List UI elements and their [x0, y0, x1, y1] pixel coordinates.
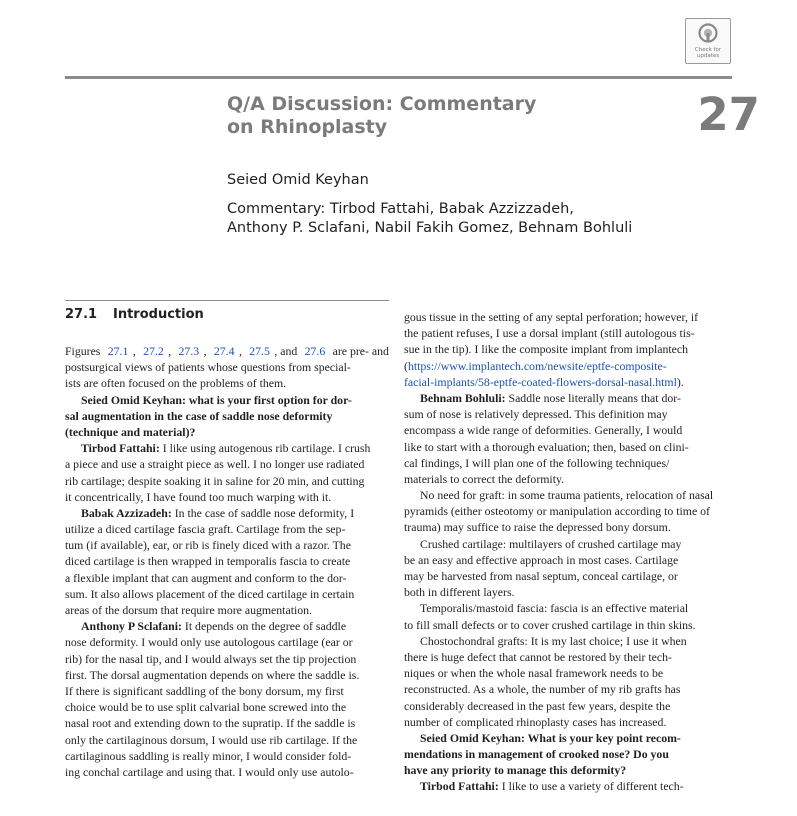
paragraph-line: [65, 359, 389, 375]
answer-line: [404, 503, 728, 519]
speaker-name: Behnam Bohluli:: [420, 390, 506, 405]
answer-line: [65, 586, 389, 602]
text: cartilaginous saddling is really minor, I would consider fold-: [65, 748, 352, 763]
answer-line: [65, 537, 389, 553]
answer-line: [65, 748, 389, 764]
answer-line: [65, 570, 389, 586]
implantech-link[interactable]: https://www.implantech.com/newsite/eptfe-composite-: [407, 358, 667, 373]
answer-line: [404, 309, 728, 325]
figure-link[interactable]: 27.3: [178, 344, 200, 358]
answer-line: [404, 519, 728, 535]
figure-link[interactable]: 27.2: [143, 344, 164, 358]
answer-line: [404, 390, 728, 406]
chapter-author: Seied Omid Keyhan: [227, 172, 369, 188]
text: materials to correct the deformity.: [404, 471, 565, 486]
text: like to start with a thorough evaluation; then, based on clini-: [404, 439, 689, 454]
text: Seied Omid Keyhan: what is your first option for dor-: [81, 392, 352, 407]
answer-line: [65, 440, 389, 456]
answer-line: [404, 778, 728, 794]
text: only the cartilaginous dorsum, I would use rib cartilage. If the: [65, 732, 358, 747]
answer-line: [404, 374, 728, 390]
header-rule: [65, 76, 732, 79]
chapter-title-line1: Q/A Discussion: Commentary: [227, 93, 537, 115]
answer-line: [404, 439, 728, 455]
text: first. The dorsal augmentation depends on where the saddle is.: [65, 667, 360, 682]
text: sue in the tip). I like the composite implant from implantech: [404, 342, 689, 357]
answer-line: [404, 584, 728, 600]
question-line: [404, 746, 728, 762]
left-column: [65, 343, 389, 780]
speaker-name: Babak Azzizadeh:: [81, 505, 172, 520]
text: there is huge defect that cannot be restored by their tech-: [404, 649, 672, 664]
text: a piece and use a straight piece as well. I no longer use radiated: [65, 457, 365, 472]
speaker-name: Anthony P Sclafani:: [81, 619, 182, 634]
question-line: [65, 392, 389, 408]
text: I like using autogenous rib cartilage. I crush: [159, 441, 371, 456]
paragraph-line: [65, 343, 389, 359]
answer-line: [404, 325, 728, 341]
section-number: 27.1: [65, 307, 98, 322]
text: ists are often focused on the problems of them.: [65, 376, 287, 391]
text: cal findings, I will plan one of the following techniques/: [404, 455, 670, 470]
figure-link[interactable]: 27.1: [107, 344, 129, 358]
speaker-name: Tirbod Fattahi:: [420, 779, 499, 794]
answer-line: [65, 602, 389, 618]
text: In the case of saddle nose deformity, I: [171, 505, 355, 520]
answer-line: [404, 617, 728, 633]
text: the patient refuses, I use a dorsal implant (still autologous tis-: [404, 326, 695, 341]
text: If there is significant saddling of the bony dorsum, my first: [65, 683, 344, 698]
answer-line: [65, 553, 389, 569]
check-for-updates-badge[interactable]: [685, 18, 731, 64]
question-line: [65, 408, 389, 424]
answer-line: [404, 681, 728, 697]
answer-line: [404, 665, 728, 681]
answer-line: [404, 714, 728, 730]
figure-link[interactable]: 27.6: [304, 344, 326, 358]
text: rib cartilage; despite soaking it in saline for 20 min, and cutting: [65, 473, 365, 488]
answer-line: [65, 715, 389, 731]
text: ,: [132, 344, 139, 358]
text: sum of nose is relatively depressed. This definition may: [404, 407, 668, 422]
text: be an easy and effective approach in most cases. Cartilage: [404, 552, 679, 567]
answer-line: [404, 600, 728, 616]
answer-line: [65, 521, 389, 537]
answer-line: [65, 651, 389, 667]
answer-line: [404, 487, 728, 503]
answer-line: [404, 698, 728, 714]
text: to fill small defects or to cover crushed cartilage in thin skins.: [404, 617, 696, 632]
answer-line: [65, 473, 389, 489]
text: areas of the dorsum that require more augmentation.: [65, 603, 312, 617]
text: Chostochondral grafts: It is my last choice; I use it when: [420, 633, 687, 648]
text: I like to use a variety of different tech-: [498, 779, 684, 794]
answer-line: [65, 764, 389, 780]
text: it concentrically, I have found too much warping with it.: [65, 489, 332, 504]
text: tum (if available), ear, or rib is finely diced with a razor. The: [65, 538, 351, 553]
answer-line: [65, 618, 389, 634]
answer-line: [65, 667, 389, 683]
right-column: [404, 309, 728, 795]
badge-line2: updates: [696, 53, 720, 59]
commentary-line2: Anthony P. Sclafani, Nabil Fakih Gomez, Behnam Bohluli: [227, 220, 633, 236]
text: Temporalis/mastoid fascia: fascia is an effective material: [420, 601, 689, 616]
text: Figures: [65, 344, 104, 358]
text: nose deformity. I would only use autologous cartilage (ear or: [65, 635, 353, 650]
answer-line: [404, 422, 728, 438]
text: ,: [238, 344, 245, 358]
chapter-title-line2: on Rhinoplasty: [227, 116, 388, 138]
text: pyramids (either osteotomy or manipulation according to time of: [404, 504, 710, 519]
question-line: [65, 424, 389, 440]
text: considerably decreased in the past few years, despite the: [404, 698, 671, 713]
text: choice would be to use split calvarial bone screwed into the: [65, 700, 347, 715]
answer-line: [404, 471, 728, 487]
text: may be harvested from nasal septum, conceal cartilage, or: [404, 569, 678, 583]
text: utilize a diced cartilage fascia graft. Cartilage from the sep-: [65, 522, 346, 537]
section-title: Introduction: [113, 307, 204, 322]
badge-line1: Check for: [694, 47, 722, 53]
text: ,: [168, 344, 175, 358]
text: encompass a wide range of deformities. Generally, I would: [404, 423, 683, 438]
text: Saddle nose literally means that dor-: [505, 390, 681, 405]
answer-line: [65, 456, 389, 472]
text: postsurgical views of patients whose questions from special-: [65, 360, 351, 375]
commentary-authors: [227, 200, 632, 238]
figure-link[interactable]: 27.4: [213, 344, 235, 358]
paragraph-line: [65, 375, 389, 391]
answer-line: [65, 699, 389, 715]
chapter-number: 27: [697, 88, 760, 141]
text: It depends on the degree of saddle: [181, 619, 347, 634]
text: both in different layers.: [404, 585, 515, 600]
answer-line: [404, 568, 728, 584]
answer-line: [65, 732, 389, 748]
chapter-title: [227, 93, 587, 139]
text: a flexible implant that can augment and conform to the dor-: [65, 570, 347, 585]
text: number of complicated rhinoplasty cases has increased.: [404, 714, 667, 729]
text: sum. It also allows placement of the diced cartilage in certain: [65, 586, 355, 601]
question-line: [404, 730, 728, 746]
text: ,: [203, 344, 210, 358]
question-line: [404, 762, 728, 778]
answer-line: [404, 649, 728, 665]
text: reconstructed. As a whole, the number of my rib grafts has: [404, 682, 681, 697]
text: rib) for the nasal tip, and I would always set the tip projection: [65, 651, 357, 666]
speaker-name: Tirbod Fattahi:: [81, 441, 160, 456]
text: (: [404, 358, 408, 373]
answer-line: [404, 455, 728, 471]
answer-line: [65, 489, 389, 505]
answer-line: [404, 358, 728, 374]
crossmark-icon: [698, 23, 718, 43]
answer-line: [404, 536, 728, 552]
answer-line: [65, 505, 389, 521]
text: trauma) may suffice to raise the depressed bony dorsum.: [404, 520, 671, 535]
text: have any priority to manage this deformity?: [404, 763, 627, 778]
text: nasal root and extending down to the supratip. If the saddle is: [65, 716, 356, 731]
text: are pre- and: [329, 344, 389, 358]
text: mendations in management of crooked nose? Do you: [404, 747, 669, 762]
text: sal augmentation in the case of saddle nose deformity: [65, 408, 333, 423]
answer-line: [404, 633, 728, 649]
answer-line: [404, 406, 728, 422]
text: gous tissue in the setting of any septal perforation; however, if: [404, 310, 699, 324]
text: niques or when the whole nasal framework needs to be: [404, 666, 664, 681]
answer-line: [404, 341, 728, 357]
text: (technique and material)?: [65, 424, 196, 439]
answer-line: [65, 634, 389, 650]
section-rule: [65, 300, 389, 301]
commentary-line1: Commentary: Tirbod Fattahi, Babak Azzizzadeh,: [227, 201, 574, 217]
text: No need for graft: in some trauma patients, relocation of nasal: [420, 488, 714, 503]
text: ing conchal cartilage and using that. I would only use autolo-: [65, 764, 354, 779]
text: Crushed cartilage: multilayers of crushed cartilage may: [420, 536, 682, 551]
answer-line: [404, 552, 728, 568]
text: Seied Omid Keyhan: What is your key point recom-: [420, 730, 681, 745]
text: ).: [676, 374, 684, 389]
figure-link[interactable]: 27.5: [249, 344, 270, 358]
answer-line: [65, 683, 389, 699]
text: , and: [274, 344, 301, 358]
text: diced cartilage is then wrapped in temporalis fascia to create: [65, 554, 351, 569]
implantech-link-cont[interactable]: facial-implants/58-eptfe-coated-flowers-dorsal-nasal.html: [404, 374, 677, 389]
